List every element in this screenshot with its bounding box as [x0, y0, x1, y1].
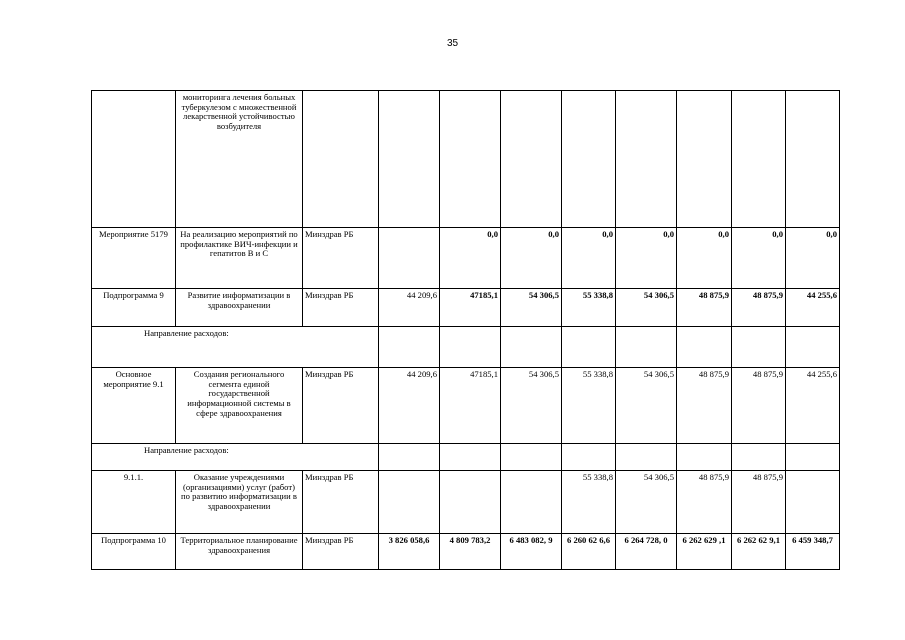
cell-value: 54 306,5 — [616, 471, 677, 534]
cell-value: 0,0 — [562, 228, 616, 289]
page-number: 35 — [446, 38, 459, 49]
cell-value: 54 306,5 — [616, 289, 677, 327]
cell-value: 0,0 — [616, 228, 677, 289]
cell-executor: Минздрав РБ — [303, 534, 379, 570]
cell-value — [379, 91, 440, 228]
cell-executor — [303, 91, 379, 228]
cell-value: 48 875,9 — [732, 471, 786, 534]
cell-value — [677, 327, 732, 368]
cell-code: 9.1.1. — [92, 471, 176, 534]
cell-value — [562, 327, 616, 368]
cell-value — [732, 327, 786, 368]
cell-code — [92, 91, 176, 228]
table-row — [92, 91, 840, 228]
table-row — [92, 228, 840, 289]
cell-value: 3 826 058,6 — [379, 534, 440, 570]
cell-value: 48 875,9 — [677, 368, 732, 444]
cell-direction: Направление расходов: — [92, 327, 379, 368]
cell-name: На реализацию мероприятий по профилактике ВИЧ-инфекции и гепатитов В и С — [176, 228, 303, 289]
cell-value: 0,0 — [732, 228, 786, 289]
table-row — [92, 444, 840, 471]
cell-value — [501, 471, 562, 534]
table-row — [92, 327, 840, 368]
cell-value: 6 483 082, 9 — [501, 534, 562, 570]
cell-value: 54 306,5 — [501, 289, 562, 327]
cell-value — [786, 471, 840, 534]
cell-value: 6 459 348,7 — [786, 534, 840, 570]
cell-name: мониторинга лечения больных туберкулезом с множественной лекарственной устойчивостью возбудителя — [176, 91, 303, 228]
cell-executor: Минздрав РБ — [303, 471, 379, 534]
cell-value: 47185,1 — [440, 289, 501, 327]
cell-code: Мероприятие 5179 — [92, 228, 176, 289]
table-row — [92, 534, 840, 570]
cell-code: Подпрограмма 10 — [92, 534, 176, 570]
cell-value — [677, 91, 732, 228]
cell-name: Территориальное планирование здравоохранения — [176, 534, 303, 570]
cell-value: 0,0 — [440, 228, 501, 289]
cell-value: 44 209,6 — [379, 289, 440, 327]
cell-executor: Минздрав РБ — [303, 368, 379, 444]
cell-value: 54 306,5 — [616, 368, 677, 444]
table-row — [92, 289, 840, 327]
cell-value — [440, 444, 501, 471]
cell-value — [379, 471, 440, 534]
cell-value: 48 875,9 — [677, 471, 732, 534]
cell-value — [501, 91, 562, 228]
cell-value — [379, 327, 440, 368]
cell-value: 6 262 629 ,1 — [677, 534, 732, 570]
cell-value — [616, 327, 677, 368]
cell-value: 0,0 — [677, 228, 732, 289]
cell-value: 55 338,8 — [562, 471, 616, 534]
cell-name: Создания регионального сегмента единой государственной информационной системы в сфере здравоохранения — [176, 368, 303, 444]
cell-value: 48 875,9 — [677, 289, 732, 327]
cell-value: 44 255,6 — [786, 368, 840, 444]
cell-value — [440, 471, 501, 534]
budget-table — [91, 90, 840, 570]
cell-value: 4 809 783,2 — [440, 534, 501, 570]
cell-value — [501, 327, 562, 368]
cell-value: 6 260 62 6,6 — [562, 534, 616, 570]
cell-value — [440, 327, 501, 368]
cell-value: 48 875,9 — [732, 289, 786, 327]
cell-value: 55 338,8 — [562, 368, 616, 444]
cell-value — [379, 228, 440, 289]
cell-direction: Направление расходов: — [92, 444, 379, 471]
cell-value — [786, 327, 840, 368]
cell-value — [786, 444, 840, 471]
cell-value: 48 875,9 — [732, 368, 786, 444]
cell-value: 0,0 — [786, 228, 840, 289]
cell-executor: Минздрав РБ — [303, 289, 379, 327]
cell-value: 44 255,6 — [786, 289, 840, 327]
cell-value: 44 209,6 — [379, 368, 440, 444]
table-row — [92, 368, 840, 444]
cell-executor: Минздрав РБ — [303, 228, 379, 289]
cell-name: Развитие информатизации в здравоохранении — [176, 289, 303, 327]
cell-code: Подпрограмма 9 — [92, 289, 176, 327]
cell-value — [562, 444, 616, 471]
cell-value — [732, 91, 786, 228]
cell-value: 6 262 62 9,1 — [732, 534, 786, 570]
cell-value — [616, 91, 677, 228]
cell-value: 0,0 — [501, 228, 562, 289]
cell-value: 6 264 728, 0 — [616, 534, 677, 570]
table-row — [92, 471, 840, 534]
cell-value — [786, 91, 840, 228]
cell-value: 54 306,5 — [501, 368, 562, 444]
cell-name: Оказание учреждениями (организациями) услуг (работ) по развитию информатизации в здравоохранении — [176, 471, 303, 534]
cell-value — [616, 444, 677, 471]
cell-value — [379, 444, 440, 471]
cell-value — [501, 444, 562, 471]
cell-value — [677, 444, 732, 471]
cell-value: 47185,1 — [440, 368, 501, 444]
cell-value: 55 338,8 — [562, 289, 616, 327]
cell-value — [562, 91, 616, 228]
cell-code: Основное мероприятие 9.1 — [92, 368, 176, 444]
cell-value — [440, 91, 501, 228]
cell-value — [732, 444, 786, 471]
